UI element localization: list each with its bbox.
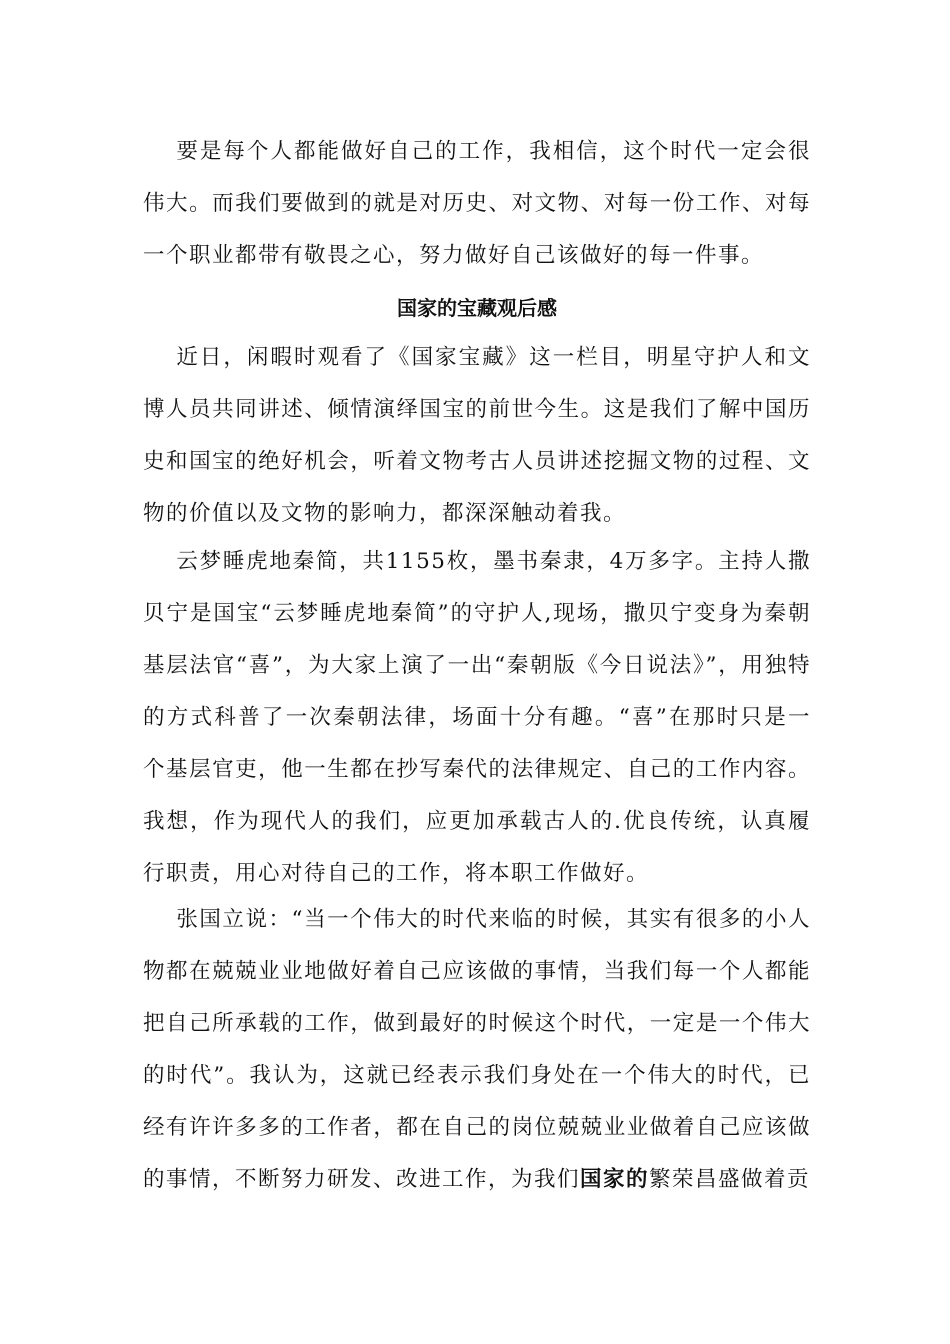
intro-paragraph: 要是每个人都能做好自己的工作，我相信，这个时代一定会很伟大。而我们要做到的就是对历史、对文物、对每一份工作、对每一个职业都带有敬畏之心，努力做好自己该做好的每一件事。 <box>143 139 811 268</box>
article-title: 国家的宝藏观后感 <box>397 296 557 320</box>
paragraph-3-bold-phrase: 国家的 <box>580 1167 650 1192</box>
body-paragraph-2: 云梦睡虎地秦简，共1155枚，墨书秦隶，4万多字。主持人撒贝宁是国宝“云梦睡虎地秦简”的守护人,现场，撒贝宁变身为秦朝基层法官“喜”，为大家上演了一出“秦朝版《今日说法》”，用独特的方式科普了一次秦朝法律，场面十分有趣。“喜”在那时只是一个基层官吏，他一生都在抄写秦代的法律规定、自己的工作内容。我想，作为现代人的我们，应更加承载古人的.优良传统，认真履行职责，用心对待自己的工作，将本职工作做好。 <box>143 549 811 886</box>
paragraph-3-text-end: 繁荣昌盛做着贡 <box>649 1167 811 1192</box>
paragraph-3-text-start: 张国立说：“当一个伟大的时代来临的时候，其实有很多的小人物都在兢兢业业地做好着自己应该做的事情，当我们每一个人都能把自己所承载的工作，做到最好的时候这个时代，一定是一个伟大的时代”。我认为，这就已经表示我们身处在一个伟大的时代，已经有许许多多的工作者，都在自己的岗位兢兢业业做着自己应该做的事情，不断努力研发、改进工作，为我们 <box>143 907 811 1192</box>
body-paragraph-1: 近日，闲暇时观看了《国家宝藏》这一栏目，明星守护人和文博人员共同讲述、倾情演绎国宝的前世今生。这是我们了解中国历史和国宝的绝好机会，听着文物考古人员讲述挖掘文物的过程、文物的价值以及文物的影响力，都深深触动着我。 <box>143 345 811 526</box>
body-paragraph-3 <box>143 894 811 1206</box>
